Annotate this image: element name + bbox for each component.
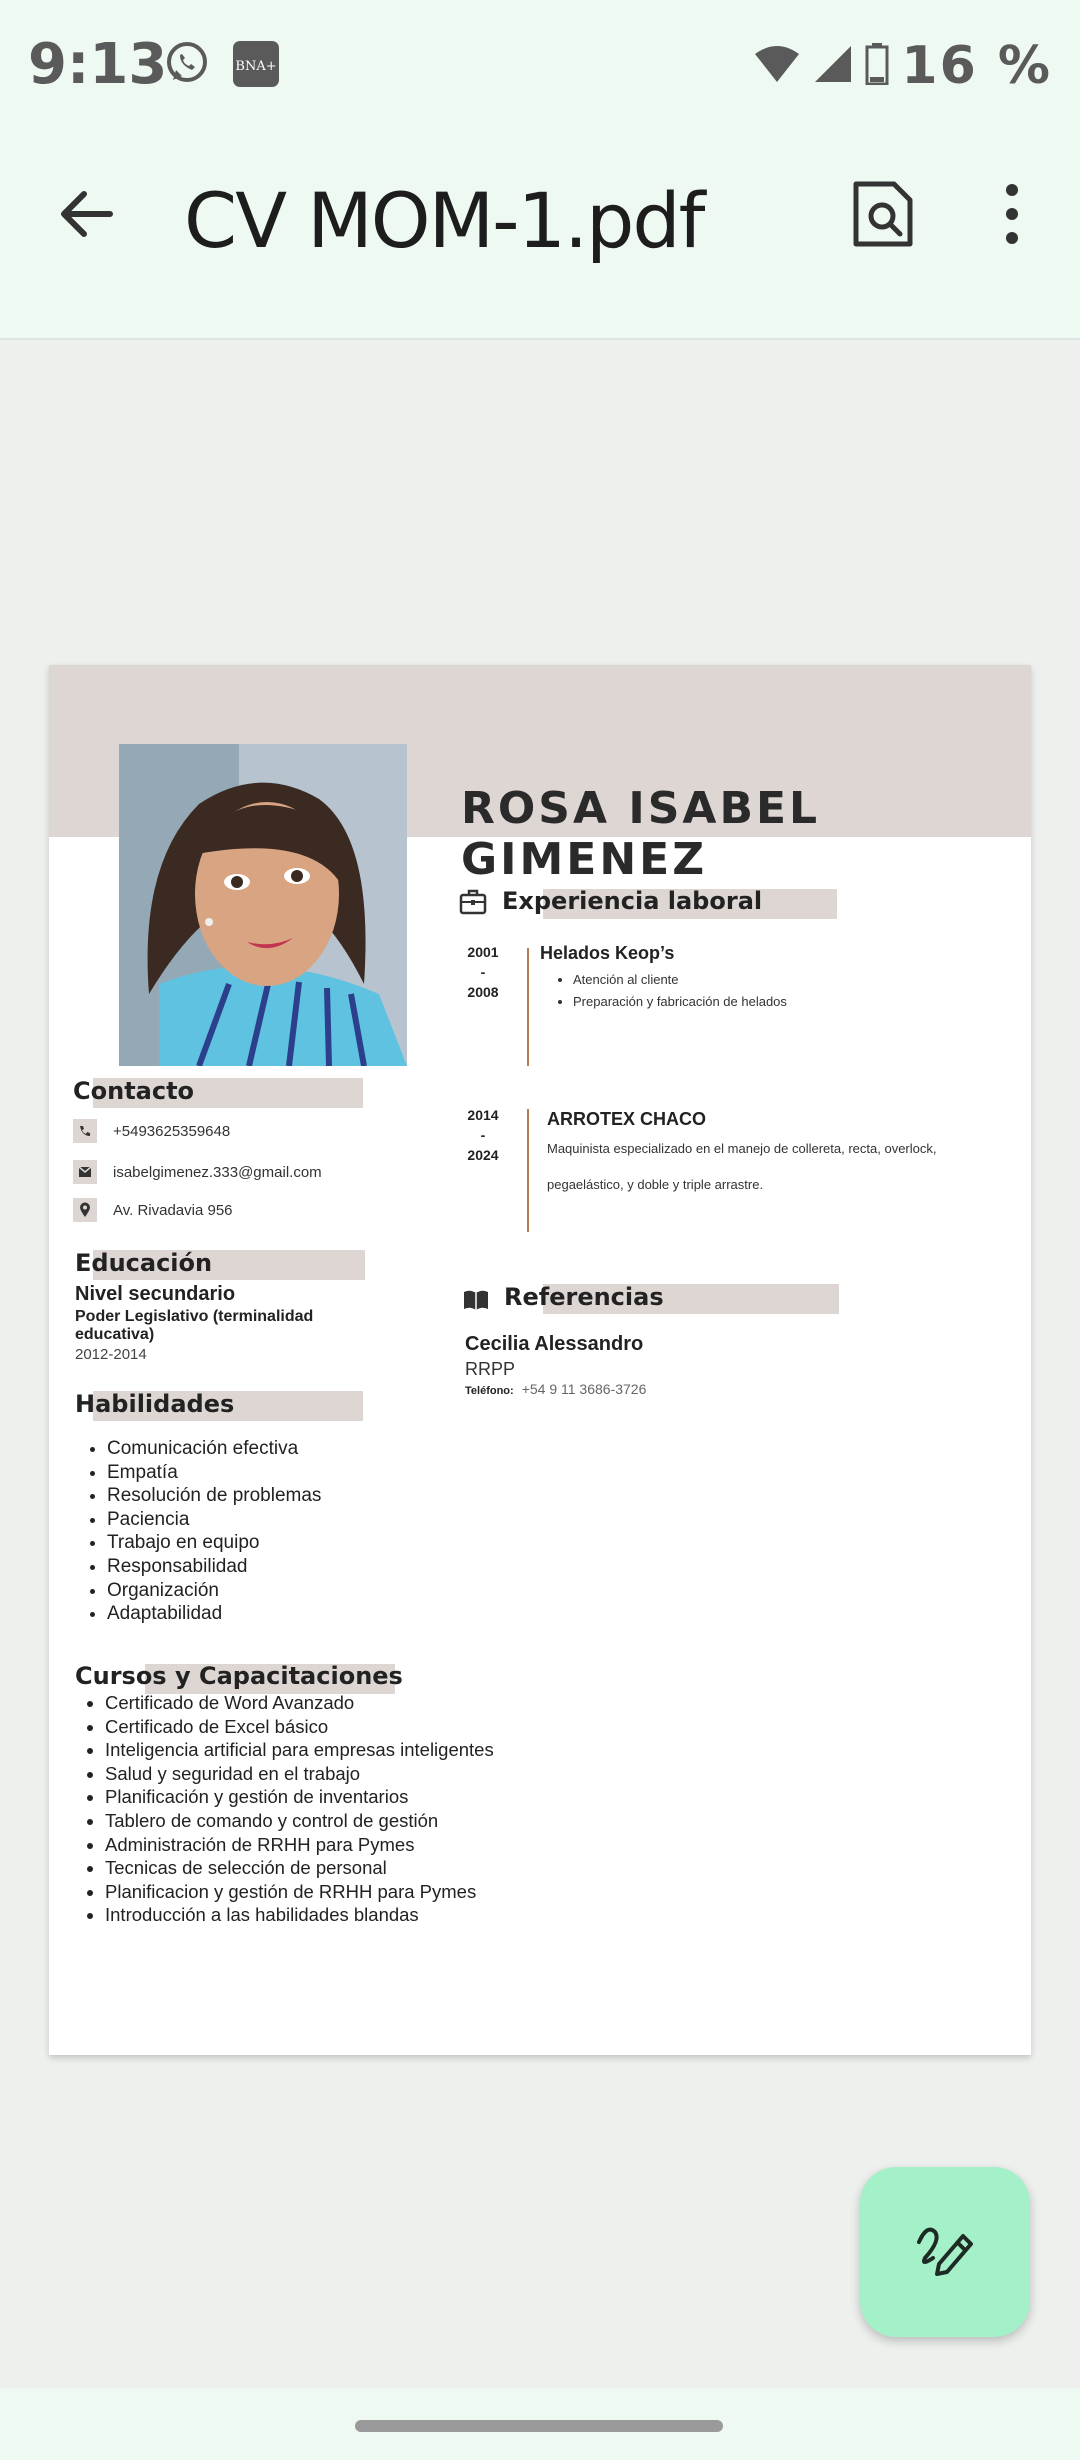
briefcase-icon [459,889,487,920]
pdf-page[interactable] [49,665,1031,2055]
list-item: • Introducción a las habilidades blandas [105,1903,511,1927]
courses-list [75,1691,511,1927]
reference-phone [465,1381,646,1397]
education-years: 2012-2014 [75,1346,147,1363]
list-item: • Certificado de Word Avanzado [105,1691,511,1715]
reference-role: RRPP [465,1359,516,1379]
contact-email-text: isabelgimenez.333@gmail.com [113,1163,322,1181]
bna-app-icon [232,40,280,93]
list-item: • Responsabilidad [107,1555,321,1579]
list-item: • Planificacion y gestión de RRHH para Pymes [105,1880,511,1904]
experience-title: Experiencia laboral [502,887,763,915]
job-start-year: 2014 [467,1107,499,1123]
year-separator: - [480,964,486,980]
list-item: • Planificación y gestión de inventarios [105,1785,511,1809]
job-years [453,942,513,1002]
list-item: • Preparación y fabricación de helados [573,991,787,1013]
list-item: • Comunicación efectiva [107,1437,321,1461]
contact-address-text: Av. Rivadavia 956 [113,1201,233,1219]
job-end-year: 2008 [467,984,499,1000]
job-start-year: 2001 [467,944,499,960]
reference-phone-value: +54 9 11 3686-3726 [521,1381,647,1397]
reference-name: Cecilia Alessandro [465,1333,644,1355]
education-title: Educación [75,1249,213,1277]
back-arrow-icon[interactable] [52,180,120,248]
education-entry [75,1283,375,1363]
list-item: • Organización [107,1579,321,1603]
signal-icon [813,44,853,89]
timeline-line [527,1109,529,1232]
job-description: Maquinista especializado en el manejo de collereta, recta, overlock, pegaelástico, y doble y triple arrastre. [547,1141,937,1192]
timeline-line [527,948,529,1066]
contact-address [73,1198,233,1222]
skills-title: Habilidades [75,1390,235,1418]
search-document-icon[interactable] [850,178,918,250]
wifi-icon [753,44,801,89]
svg-text:BNA+: BNA+ [235,59,277,74]
list-item: • Trabajo en equipo [107,1531,321,1555]
battery-icon [865,43,889,90]
cv-name: ROSA ISABEL GIMENEZ [461,783,821,885]
list-item: • Adaptabilidad [107,1602,321,1626]
contact-phone [73,1119,230,1143]
list-item: • Paciencia [107,1508,321,1532]
contact-email [73,1160,322,1184]
skills-list [77,1437,321,1626]
courses-title: Cursos y Capacitaciones [75,1662,403,1690]
profile-photo [119,744,407,1066]
document-title: CV MOM-1.pdf [184,176,704,265]
status-right-group [753,36,1052,96]
list-item: • Empatía [107,1461,321,1485]
status-time: 9:13 [28,32,168,97]
job-years [453,1105,513,1165]
list-item: • Certificado de Excel básico [105,1715,511,1739]
app-top-bar [0,0,1080,340]
list-item: • Resolución de problemas [107,1484,321,1508]
list-item: • Tecnicas de selección de personal [105,1856,511,1880]
edit-annotate-button[interactable] [860,2167,1030,2337]
location-pin-icon [73,1198,97,1222]
mail-icon [73,1160,97,1184]
list-item: • Tablero de comando y control de gestión [105,1809,511,1833]
battery-percent: 16 % [901,36,1052,96]
job-company: ARROTEX CHACO [547,1109,707,1129]
list-item: • Inteligencia artificial para empresas inteligentes [105,1738,511,1762]
whatsapp-icon [164,40,210,91]
contact-phone-text: +5493625359648 [113,1122,231,1140]
list-item: • Atención al cliente [573,969,787,991]
list-item: • Salud y seguridad en el trabajo [105,1762,511,1786]
more-vert-icon[interactable] [998,182,1026,246]
year-separator: - [480,1127,486,1143]
phone-icon [73,1119,97,1143]
job-bullets [551,969,787,1013]
education-level: Nivel secundario [75,1283,236,1305]
contact-title: Contacto [73,1077,195,1105]
job-company: Helados Keop’s [540,943,675,963]
book-icon [463,1289,489,1316]
references-title: Referencias [504,1283,664,1311]
education-institution: Poder Legislativo (terminalidad educativa) [75,1308,314,1343]
home-gesture-handle[interactable] [355,2420,723,2432]
job-end-year: 2024 [467,1147,499,1163]
reference-phone-label: Teléfono: [465,1385,514,1397]
pen-scribble-icon [913,2218,977,2287]
list-item: • Administración de RRHH para Pymes [105,1833,511,1857]
